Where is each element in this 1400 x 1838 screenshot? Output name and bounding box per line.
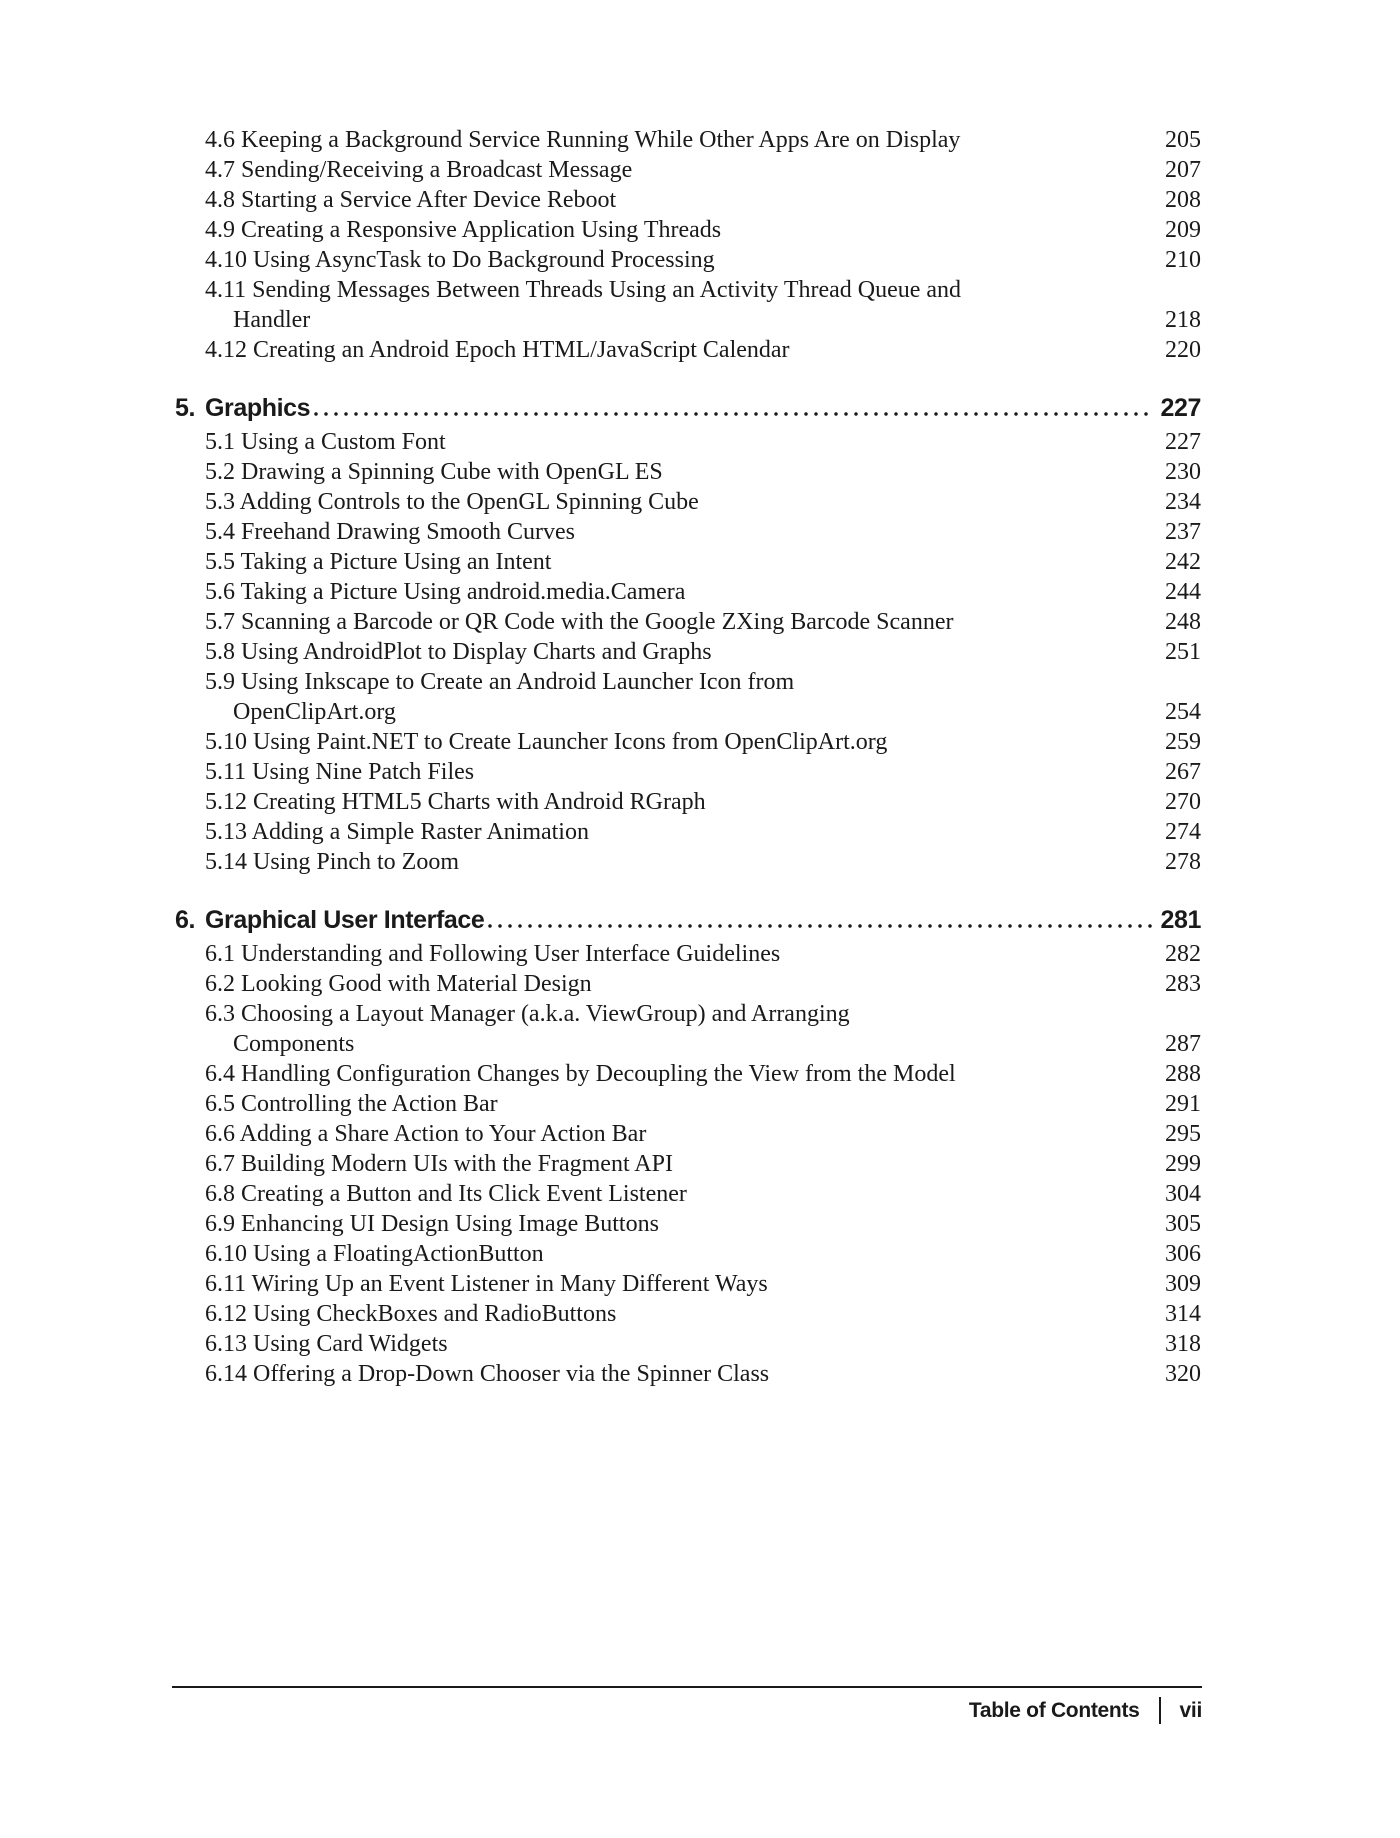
toc-entry-page: 251 — [1165, 639, 1201, 665]
toc-entry-page: 274 — [1165, 819, 1201, 845]
toc-entry-page: 314 — [1165, 1301, 1201, 1327]
toc-entry-page: 299 — [1165, 1151, 1201, 1177]
toc-entry-page: 287 — [1165, 1031, 1201, 1057]
toc-entry — [175, 1299, 1201, 1329]
toc-entry — [175, 547, 1201, 577]
toc-entry-title: 5.10 Using Paint.NET to Create Launcher Icons from OpenClipArt.org — [205, 729, 888, 755]
toc-entry-continuation-text: Components — [233, 1031, 355, 1057]
toc-entry-title: 4.8 Starting a Service After Device Reboot — [205, 187, 617, 213]
toc-entry-title: 5.5 Taking a Picture Using an Intent — [205, 549, 552, 575]
toc-entry-page: 278 — [1165, 849, 1201, 875]
toc-entry-page: 320 — [1165, 1361, 1201, 1387]
toc-entry-title: 4.11 Sending Messages Between Threads Using an Activity Thread Queue and — [205, 277, 962, 303]
toc-entry-page: 283 — [1165, 971, 1201, 997]
toc-entry-title: 4.10 Using AsyncTask to Do Background Processing — [205, 247, 715, 273]
toc-entry-title: 6.6 Adding a Share Action to Your Action Bar — [205, 1121, 647, 1147]
toc-entry-title: 4.7 Sending/Receiving a Broadcast Message — [205, 157, 633, 183]
toc-entry — [175, 727, 1201, 757]
toc-entry-title: 6.4 Handling Configuration Changes by Decoupling the View from the Model — [205, 1061, 956, 1087]
toc-entry-title: 5.2 Drawing a Spinning Cube with OpenGL ES — [205, 459, 663, 485]
leader-dots — [488, 924, 1154, 928]
toc-entry-title: 5.11 Using Nine Patch Files — [205, 759, 475, 785]
toc-entry-title: 5.6 Taking a Picture Using android.media.Camera — [205, 579, 686, 605]
toc-entry-page: 254 — [1165, 699, 1201, 725]
footer-separator-bar — [1159, 1697, 1161, 1724]
toc-section-gap — [175, 365, 1201, 389]
toc-entry-page: 291 — [1165, 1091, 1201, 1117]
toc-entry — [175, 1089, 1201, 1119]
toc-entry-page: 309 — [1165, 1271, 1201, 1297]
toc-entry — [175, 969, 1201, 999]
toc-entry-continuation-text: OpenClipArt.org — [233, 699, 396, 725]
toc-entry — [175, 939, 1201, 969]
toc-entry-title: 6.1 Understanding and Following User Interface Guidelines — [205, 941, 781, 967]
toc-section-heading — [175, 389, 1201, 427]
toc-entry-page: 267 — [1165, 759, 1201, 785]
toc-entry-continuation — [175, 1029, 1201, 1059]
toc-entry — [175, 577, 1201, 607]
footer-line — [172, 1697, 1202, 1724]
toc-entry — [175, 1209, 1201, 1239]
toc-entry-title: 6.7 Building Modern UIs with the Fragment API — [205, 1151, 673, 1177]
toc-entry — [175, 637, 1201, 667]
toc-entry-title: 6.3 Choosing a Layout Manager (a.k.a. ViewGroup) and Arranging — [205, 1001, 850, 1027]
toc-entry — [175, 457, 1201, 487]
toc-entry-page: 208 — [1165, 187, 1201, 213]
toc-entry-page: 242 — [1165, 549, 1201, 575]
toc-body — [175, 125, 1201, 1389]
section-page-number: 281 — [1160, 906, 1201, 934]
toc-entry — [175, 275, 1201, 305]
toc-entry-page: 210 — [1165, 247, 1201, 273]
toc-content — [175, 125, 1201, 1389]
toc-entry-page: 248 — [1165, 609, 1201, 635]
toc-entry-title: 6.9 Enhancing UI Design Using Image Buttons — [205, 1211, 659, 1237]
toc-entry-title: 6.13 Using Card Widgets — [205, 1331, 448, 1357]
toc-entry-title: 6.5 Controlling the Action Bar — [205, 1091, 498, 1117]
toc-entry — [175, 1329, 1201, 1359]
toc-entry-page: 244 — [1165, 579, 1201, 605]
toc-entry-title: 5.13 Adding a Simple Raster Animation — [205, 819, 589, 845]
toc-entry-page: 220 — [1165, 337, 1201, 363]
toc-entry-title: 6.10 Using a FloatingActionButton — [205, 1241, 544, 1267]
toc-entry-title: 6.12 Using CheckBoxes and RadioButtons — [205, 1301, 617, 1327]
toc-entry-title: 4.12 Creating an Android Epoch HTML/JavaScript Calendar — [205, 337, 790, 363]
toc-entry-page: 218 — [1165, 307, 1201, 333]
section-number: 5. — [175, 394, 196, 422]
toc-entry-page: 209 — [1165, 217, 1201, 243]
toc-entry-title: 5.4 Freehand Drawing Smooth Curves — [205, 519, 575, 545]
toc-entry-page: 227 — [1165, 429, 1201, 455]
toc-entry-continuation — [175, 305, 1201, 335]
toc-entry-title: 5.14 Using Pinch to Zoom — [205, 849, 460, 875]
toc-entry-title: 5.9 Using Inkscape to Create an Android Launcher Icon from — [205, 669, 795, 695]
toc-section-heading — [175, 901, 1201, 939]
toc-entry — [175, 787, 1201, 817]
toc-entry — [175, 1059, 1201, 1089]
toc-entry — [175, 185, 1201, 215]
page-footer — [172, 1686, 1202, 1724]
toc-entry-page: 306 — [1165, 1241, 1201, 1267]
toc-entry — [175, 817, 1201, 847]
toc-entry-title: 5.12 Creating HTML5 Charts with Android RGraph — [205, 789, 706, 815]
toc-entry — [175, 487, 1201, 517]
toc-entry-page: 259 — [1165, 729, 1201, 755]
toc-entry — [175, 125, 1201, 155]
toc-section-gap — [175, 877, 1201, 901]
toc-entry-page: 318 — [1165, 1331, 1201, 1357]
toc-entry-page: 230 — [1165, 459, 1201, 485]
toc-entry-continuation-text: Handler — [233, 307, 311, 333]
toc-entry — [175, 667, 1201, 697]
toc-entry — [175, 517, 1201, 547]
section-title: Graphics — [205, 394, 311, 422]
toc-entry — [175, 1149, 1201, 1179]
toc-entry-title: 6.14 Offering a Drop-Down Chooser via the Spinner Class — [205, 1361, 770, 1387]
toc-entry — [175, 155, 1201, 185]
toc-entry-continuation — [175, 697, 1201, 727]
toc-entry-title: 4.9 Creating a Responsive Application Using Threads — [205, 217, 722, 243]
toc-entry-title: 5.1 Using a Custom Font — [205, 429, 446, 455]
toc-entry-title: 6.2 Looking Good with Material Design — [205, 971, 592, 997]
toc-entry-title: 5.3 Adding Controls to the OpenGL Spinning Cube — [205, 489, 699, 515]
toc-entry — [175, 245, 1201, 275]
toc-entry-page: 304 — [1165, 1181, 1201, 1207]
toc-entry — [175, 215, 1201, 245]
footer-section-label: Table of Contents — [968, 1698, 1140, 1722]
section-page-number: 227 — [1160, 394, 1201, 422]
toc-entry-title: 6.8 Creating a Button and Its Click Event Listener — [205, 1181, 687, 1207]
toc-entry — [175, 1269, 1201, 1299]
toc-entry-page: 295 — [1165, 1121, 1201, 1147]
toc-entry — [175, 1239, 1201, 1269]
toc-entry-page: 234 — [1165, 489, 1201, 515]
toc-entry-title: 4.6 Keeping a Background Service Running While Other Apps Are on Display — [205, 127, 961, 153]
toc-entry-title: 5.7 Scanning a Barcode or QR Code with the Google ZXing Barcode Scanner — [205, 609, 954, 635]
toc-entry-page: 288 — [1165, 1061, 1201, 1087]
footer-rule — [172, 1686, 1202, 1688]
toc-entry — [175, 335, 1201, 365]
toc-entry — [175, 1179, 1201, 1209]
toc-entry — [175, 757, 1201, 787]
toc-entry — [175, 427, 1201, 457]
toc-entry — [175, 999, 1201, 1029]
section-number: 6. — [175, 906, 196, 934]
toc-entry — [175, 1119, 1201, 1149]
toc-entry — [175, 847, 1201, 877]
toc-entry-page: 205 — [1165, 127, 1201, 153]
toc-entry — [175, 607, 1201, 637]
toc-entry-title: 6.11 Wiring Up an Event Listener in Many Different Ways — [205, 1271, 768, 1297]
toc-entry — [175, 1359, 1201, 1389]
footer-page-number: vii — [1179, 1698, 1202, 1722]
toc-entry-page: 305 — [1165, 1211, 1201, 1237]
toc-entry-page: 207 — [1165, 157, 1201, 183]
toc-entry-page: 237 — [1165, 519, 1201, 545]
toc-entry-page: 282 — [1165, 941, 1201, 967]
toc-entry-title: 5.8 Using AndroidPlot to Display Charts and Graphs — [205, 639, 712, 665]
toc-entry-page: 270 — [1165, 789, 1201, 815]
leader-dots — [314, 412, 1154, 416]
section-title: Graphical User Interface — [205, 906, 485, 934]
